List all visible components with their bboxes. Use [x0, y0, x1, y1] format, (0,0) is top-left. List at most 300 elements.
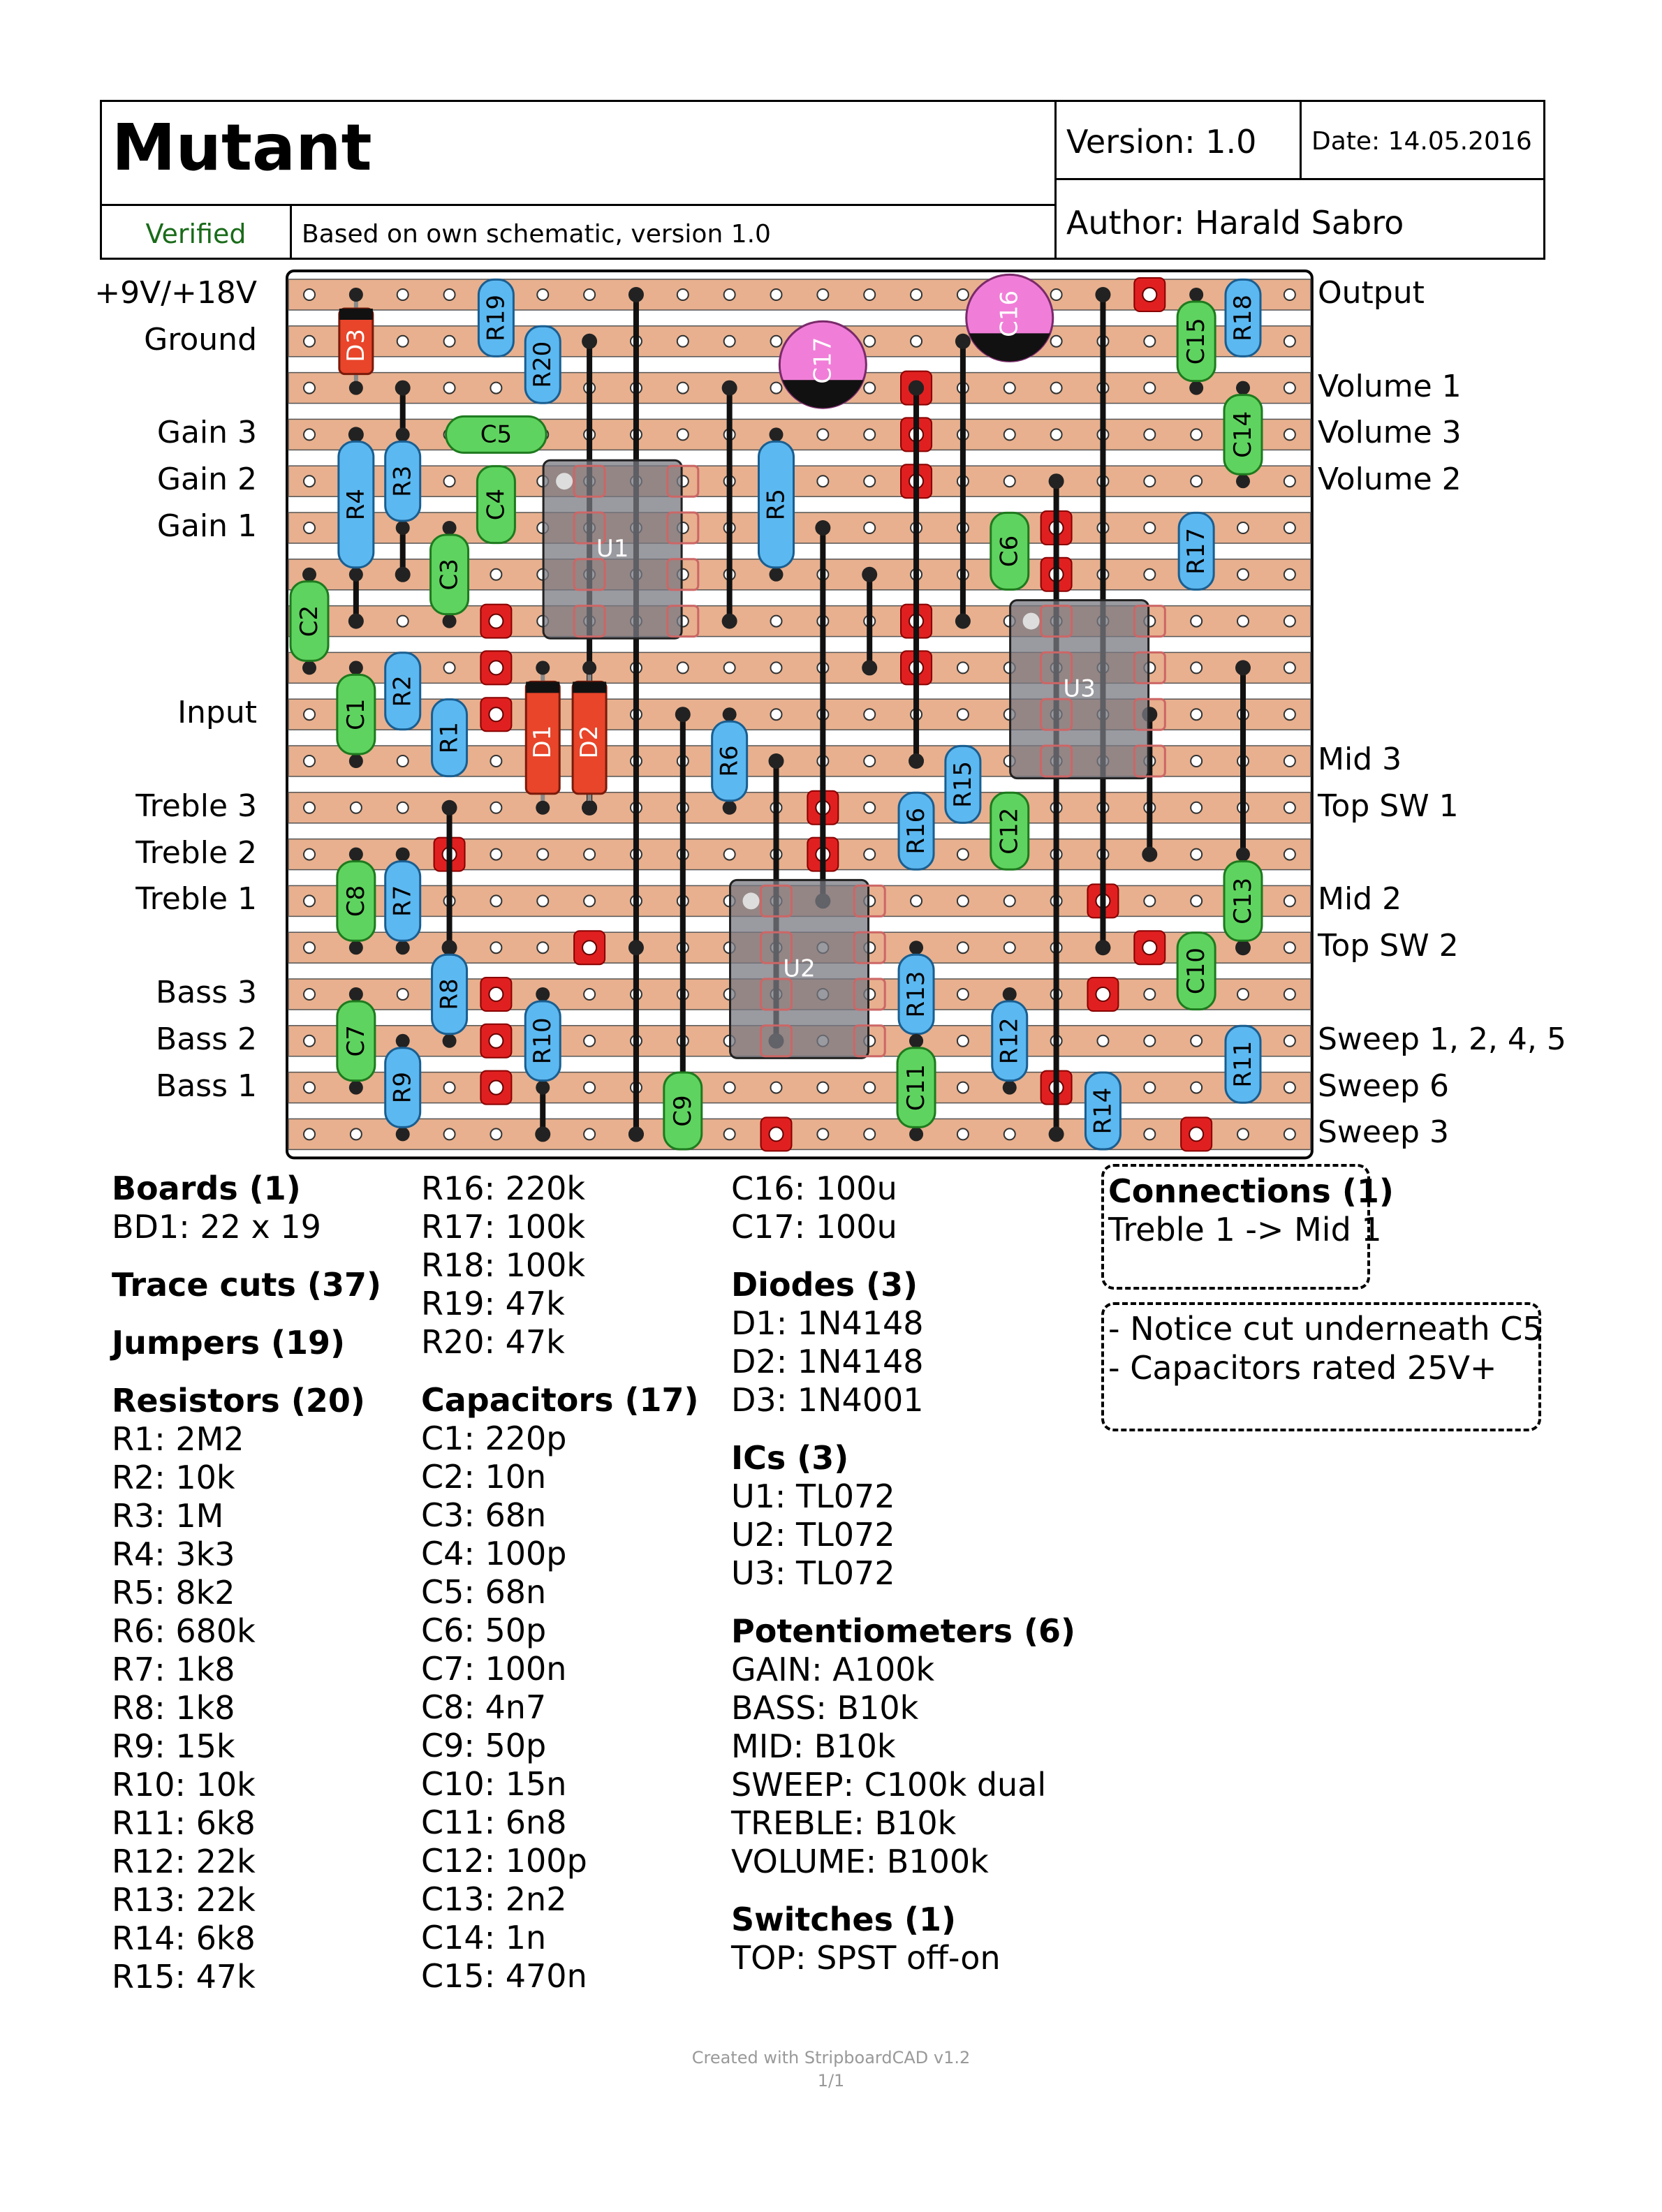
- component-label-d3: D3: [341, 328, 370, 362]
- hole: [1144, 429, 1155, 440]
- list-item: C17: 100u: [731, 1208, 897, 1246]
- component-label-r9: R9: [388, 1071, 417, 1104]
- hole: [584, 1082, 595, 1093]
- hole: [1284, 475, 1295, 487]
- hole: [1191, 475, 1202, 487]
- jumper-end: [628, 287, 644, 302]
- hole: [490, 895, 501, 906]
- list-item: R6: 680k: [112, 1612, 256, 1650]
- list-item: C1: 220p: [421, 1420, 567, 1457]
- lead-solder: [770, 427, 784, 441]
- hole: [1144, 1035, 1155, 1047]
- hole: [537, 849, 548, 860]
- hole: [1284, 662, 1295, 673]
- hole: [771, 709, 782, 720]
- hole: [1237, 989, 1249, 1000]
- page-title: Mutant: [112, 110, 372, 185]
- ic-pin1-marker: [556, 473, 573, 489]
- hole: [304, 383, 315, 394]
- hole: [1004, 475, 1015, 487]
- lead-solder: [396, 1034, 410, 1048]
- lead-solder: [1003, 987, 1017, 1001]
- component-label-r16: R16: [902, 807, 931, 855]
- footer-page: 1/1: [817, 2071, 845, 2091]
- hole: [1284, 1082, 1295, 1093]
- hole: [584, 1035, 595, 1047]
- list-gap: [112, 1304, 381, 1324]
- connections-box: [1101, 1164, 1394, 1290]
- component-label-r11: R11: [1229, 1040, 1257, 1088]
- lead-solder: [582, 661, 596, 674]
- note-item: - Capacitors rated 25V+: [1108, 1349, 1497, 1387]
- status-text: Verified: [145, 219, 247, 249]
- author-text: Author: Harald Sabro: [1066, 204, 1404, 242]
- jumper-end: [1049, 1126, 1064, 1142]
- hole: [490, 383, 501, 394]
- jumper-end: [862, 567, 877, 582]
- ic-label: U1: [596, 535, 629, 563]
- connections-title: Connections (1): [1108, 1172, 1394, 1210]
- trace-cut-hole: [489, 1034, 503, 1048]
- diode-band: [526, 681, 559, 693]
- component-label-r17: R17: [1182, 527, 1211, 575]
- diode-band: [339, 309, 373, 320]
- lead-solder: [1236, 848, 1250, 862]
- list-item: SWEEP: C100k dual: [731, 1766, 1047, 1804]
- hole: [771, 662, 782, 673]
- lead-solder: [909, 1127, 923, 1141]
- list-item: D1: 1N4148: [731, 1304, 924, 1342]
- hole: [1284, 1035, 1295, 1047]
- hole: [677, 383, 689, 394]
- hole: [584, 849, 595, 860]
- hole: [304, 1082, 315, 1093]
- hole: [584, 989, 595, 1000]
- hole: [1097, 1035, 1108, 1047]
- trace-cut-hole: [489, 661, 503, 674]
- hole: [864, 709, 875, 720]
- component-label-d1: D1: [529, 725, 557, 759]
- hole: [957, 1128, 969, 1140]
- lead-solder: [1189, 381, 1203, 395]
- component-label-r1: R1: [435, 721, 464, 754]
- board-label-left: +9V/+18V: [94, 275, 257, 311]
- hole: [1004, 942, 1015, 953]
- component-label-r4: R4: [341, 488, 370, 521]
- component-label-c10: C10: [1182, 948, 1211, 995]
- hole: [1144, 1082, 1155, 1093]
- hole: [677, 289, 689, 300]
- jumper-end: [909, 381, 924, 396]
- hole: [304, 1128, 315, 1140]
- lead-solder: [536, 801, 550, 815]
- hole: [1144, 895, 1155, 906]
- hole: [304, 895, 315, 906]
- hole: [490, 942, 501, 953]
- component-label-c11: C11: [902, 1064, 931, 1112]
- list-item: BASS: B10k: [731, 1689, 919, 1727]
- list-item: C9: 50p: [421, 1727, 547, 1764]
- hole: [1144, 569, 1155, 580]
- trace-cut-hole: [1189, 1127, 1203, 1141]
- hole: [1237, 522, 1249, 533]
- trace-cut-hole: [489, 1081, 503, 1095]
- component-label-r10: R10: [529, 1017, 557, 1065]
- lead-solder: [536, 1081, 550, 1095]
- hole: [490, 802, 501, 813]
- list-item: R20: 47k: [421, 1323, 565, 1361]
- hole: [957, 709, 969, 720]
- list-item: D3: 1N4001: [731, 1381, 924, 1419]
- list-item: C12: 100p: [421, 1842, 587, 1880]
- hole: [677, 336, 689, 347]
- hole: [584, 289, 595, 300]
- hole: [677, 662, 689, 673]
- hole: [1284, 569, 1295, 580]
- jumper-end: [1095, 287, 1110, 302]
- component-label-c3: C3: [435, 559, 464, 591]
- component-label-c15: C15: [1182, 318, 1211, 365]
- ic-pin1-marker: [1023, 613, 1040, 630]
- lead-solder: [349, 941, 363, 954]
- footer-created: Created with StripboardCAD v1.2: [691, 2048, 971, 2067]
- lead-solder: [536, 661, 550, 674]
- hole: [724, 1082, 735, 1093]
- lead-solder: [1236, 381, 1250, 395]
- hole: [1004, 1128, 1015, 1140]
- board-label-right: Mid 2: [1318, 881, 1402, 917]
- component-label-r3: R3: [388, 465, 417, 497]
- hole: [537, 895, 548, 906]
- list-gap: [112, 1362, 381, 1382]
- hole: [304, 336, 315, 347]
- hole: [1237, 1128, 1249, 1140]
- hole: [444, 1128, 455, 1140]
- board-label-left: Gain 2: [156, 462, 257, 498]
- lead-solder: [443, 1034, 457, 1048]
- hole: [490, 1128, 501, 1140]
- hole: [444, 662, 455, 673]
- hole: [911, 289, 922, 300]
- lead-solder: [349, 381, 363, 395]
- component-label-c9: C9: [668, 1095, 697, 1127]
- hole: [1191, 849, 1202, 860]
- hole: [957, 895, 969, 906]
- hole: [1191, 662, 1202, 673]
- board-label-right: Top SW 2: [1318, 928, 1459, 964]
- hole: [771, 616, 782, 627]
- hole: [864, 289, 875, 300]
- lead-solder: [396, 941, 410, 954]
- hole: [864, 755, 875, 767]
- jumper-end: [955, 334, 971, 349]
- lead-solder: [443, 521, 457, 535]
- hole: [957, 849, 969, 860]
- list-item: R9: 15k: [112, 1727, 235, 1765]
- hole: [1284, 755, 1295, 767]
- list-item: R7: 1k8: [112, 1651, 235, 1688]
- hole: [1284, 522, 1295, 533]
- hole: [864, 849, 875, 860]
- lead-solder: [1003, 1081, 1017, 1095]
- component-label-c14: C14: [1229, 411, 1257, 458]
- board-label-left: Bass 1: [156, 1068, 257, 1104]
- hole: [1051, 336, 1062, 347]
- hole: [1144, 383, 1155, 394]
- list-item: U2: TL072: [731, 1516, 895, 1554]
- list-item: U3: TL072: [731, 1554, 895, 1592]
- hole: [677, 429, 689, 440]
- hole: [397, 989, 409, 1000]
- lead-solder: [396, 848, 410, 862]
- hole: [771, 1082, 782, 1093]
- hole: [444, 336, 455, 347]
- list-item: R15: 47k: [112, 1958, 256, 1996]
- component-label-r8: R8: [435, 978, 464, 1010]
- component-label-c2: C2: [295, 605, 323, 637]
- component-label-r13: R13: [902, 971, 931, 1018]
- list-heading: Jumpers (19): [112, 1324, 346, 1362]
- list-item: R4: 3k3: [112, 1535, 235, 1573]
- hole: [304, 709, 315, 720]
- list-item: C14: 1n: [421, 1919, 547, 1956]
- hole: [771, 336, 782, 347]
- board-label-right: Volume 3: [1318, 415, 1462, 451]
- list-heading: Resistors (20): [112, 1382, 365, 1420]
- list-item: C11: 6n8: [421, 1804, 567, 1841]
- lead-solder: [349, 568, 363, 582]
- copper-strip: [288, 652, 1311, 683]
- hole: [1191, 709, 1202, 720]
- lead-solder: [1236, 941, 1250, 954]
- board-label-left: Gain 1: [156, 508, 257, 544]
- list-item: C3: 68n: [421, 1496, 547, 1534]
- trace-cut-hole: [489, 987, 503, 1001]
- hole: [1284, 802, 1295, 813]
- jumper-end: [1235, 660, 1251, 675]
- board-label-left: Input: [177, 695, 257, 731]
- hole: [864, 336, 875, 347]
- hole: [1191, 1035, 1202, 1047]
- component-label-r5: R5: [762, 488, 790, 521]
- description-text: Based on own schematic, version 1.0: [302, 220, 771, 249]
- board-label-right: Output: [1318, 275, 1425, 311]
- hole: [1144, 522, 1155, 533]
- hole: [397, 802, 409, 813]
- hole: [397, 289, 409, 300]
- list-item: C5: 68n: [421, 1573, 547, 1611]
- trace-cut-hole: [489, 707, 503, 721]
- list-item: R13: 22k: [112, 1881, 256, 1919]
- jumper-end: [1142, 847, 1157, 862]
- list-heading: Diodes (3): [731, 1266, 918, 1304]
- trace-cut-hole: [582, 941, 596, 954]
- list-gap: [731, 1246, 1075, 1266]
- component-label-c16: C16: [995, 290, 1024, 337]
- hole: [304, 755, 315, 767]
- hole: [490, 849, 501, 860]
- jumper-end: [722, 614, 737, 629]
- hole: [724, 1128, 735, 1140]
- list-item: R17: 100k: [421, 1208, 586, 1246]
- hole: [444, 1082, 455, 1093]
- list-item: BD1: 22 x 19: [112, 1208, 321, 1246]
- hole: [351, 1128, 362, 1140]
- hole: [397, 616, 409, 627]
- hole: [817, 1128, 828, 1140]
- hole: [771, 383, 782, 394]
- copper-strip: [288, 1119, 1311, 1149]
- jumper-end: [628, 940, 644, 955]
- hole: [724, 662, 735, 673]
- lead-solder: [723, 707, 737, 721]
- list-gap: [731, 1881, 1075, 1901]
- hole: [1191, 802, 1202, 813]
- hole: [490, 755, 501, 767]
- hole: [1284, 429, 1295, 440]
- list-gap: [731, 1420, 1075, 1439]
- hole: [304, 989, 315, 1000]
- component-label-r19: R19: [482, 294, 510, 341]
- ic-label: U3: [1063, 674, 1096, 703]
- hole: [584, 1128, 595, 1140]
- lead-solder: [302, 661, 316, 674]
- hole: [304, 522, 315, 533]
- hole: [1191, 616, 1202, 627]
- lead-solder: [443, 941, 457, 954]
- board-label-left: Bass 3: [156, 975, 257, 1010]
- lead-solder: [349, 1081, 363, 1095]
- list-item: C6: 50p: [421, 1612, 547, 1649]
- hole: [304, 289, 315, 300]
- component-label-r6: R6: [715, 745, 744, 777]
- component-label-c17: C17: [809, 337, 837, 384]
- hole: [864, 383, 875, 394]
- list-gap: [421, 1362, 699, 1381]
- hole: [1237, 616, 1249, 627]
- hole: [957, 989, 969, 1000]
- jumper-end: [628, 1126, 644, 1142]
- hole: [1144, 989, 1155, 1000]
- hole: [724, 849, 735, 860]
- hole: [537, 289, 548, 300]
- lead-solder: [723, 801, 737, 815]
- jumper-end: [442, 800, 457, 816]
- lead-solder: [582, 801, 596, 815]
- hole: [351, 802, 362, 813]
- hole: [771, 289, 782, 300]
- list-gap: [731, 1593, 1075, 1612]
- list-item: C15: 470n: [421, 1957, 587, 1995]
- lead-solder: [349, 848, 363, 862]
- jumper-end: [1095, 940, 1110, 955]
- hole: [537, 942, 548, 953]
- hole: [1144, 336, 1155, 347]
- hole: [864, 429, 875, 440]
- component-label-c7: C7: [341, 1025, 370, 1057]
- board-label-left: Bass 2: [156, 1021, 257, 1057]
- list-item: TOP: SPST off-on: [731, 1939, 1001, 1977]
- jumper-end: [395, 381, 411, 396]
- component-label-c13: C13: [1229, 877, 1257, 924]
- hole: [957, 942, 969, 953]
- component-label-c1: C1: [341, 698, 370, 730]
- component-label-r7: R7: [388, 885, 417, 917]
- list-item: VOLUME: B100k: [731, 1843, 989, 1880]
- parts-list-col3: [731, 1170, 1075, 1977]
- hole: [1051, 289, 1062, 300]
- hole: [584, 895, 595, 906]
- list-item: C7: 100n: [421, 1650, 567, 1688]
- trace-cut-hole: [1142, 941, 1156, 954]
- hole: [397, 336, 409, 347]
- trace-cut-hole: [770, 1127, 784, 1141]
- hole: [444, 475, 455, 487]
- component-label-c4: C4: [482, 488, 510, 521]
- jumper-end: [395, 567, 411, 582]
- list-item: R14: 6k8: [112, 1919, 256, 1957]
- lead-solder: [1189, 288, 1203, 302]
- hole: [957, 1035, 969, 1047]
- list-item: R11: 6k8: [112, 1804, 256, 1842]
- jumper-end: [348, 614, 364, 629]
- hole: [397, 755, 409, 767]
- board-label-right: Sweep 6: [1318, 1068, 1449, 1104]
- list-item: R19: 47k: [421, 1285, 565, 1322]
- hole: [444, 383, 455, 394]
- jumper-end: [582, 334, 597, 349]
- copper-strip: [288, 1072, 1311, 1103]
- jumper-end: [815, 520, 830, 536]
- component-label-d2: D2: [575, 725, 604, 759]
- hole: [1284, 1128, 1295, 1140]
- hole: [1004, 383, 1015, 394]
- hole: [957, 1082, 969, 1093]
- lead-solder: [396, 427, 410, 441]
- lead-solder: [349, 754, 363, 768]
- list-item: R10: 10k: [112, 1766, 256, 1804]
- component-label-c8: C8: [341, 885, 370, 917]
- trace-cut-hole: [489, 614, 503, 628]
- hole: [724, 289, 735, 300]
- component-label-r20: R20: [529, 341, 557, 388]
- hole: [817, 475, 828, 487]
- lead-solder: [349, 427, 363, 441]
- board-label-right: Top SW 1: [1318, 788, 1459, 824]
- board-label-left: Treble 2: [135, 834, 257, 871]
- parts-list-col1: [112, 1170, 381, 1996]
- hole: [1284, 895, 1295, 906]
- copper-strip: [288, 419, 1311, 450]
- list-item: C16: 100u: [731, 1170, 897, 1207]
- hole: [1284, 383, 1295, 394]
- component-label-r2: R2: [388, 675, 417, 707]
- ic-label: U2: [783, 954, 816, 983]
- lead-solder: [396, 1127, 410, 1141]
- lead-solder: [302, 568, 316, 582]
- hole: [1284, 942, 1295, 953]
- jumper-end: [675, 707, 691, 722]
- lead-solder: [770, 568, 784, 582]
- list-item: C2: 10n: [421, 1458, 547, 1496]
- hole: [864, 1128, 875, 1140]
- hole: [864, 475, 875, 487]
- jumper-end: [955, 614, 971, 629]
- list-item: GAIN: A100k: [731, 1651, 935, 1688]
- list-heading: Trace cuts (37): [112, 1266, 381, 1304]
- date-text: Date: 14.05.2016: [1311, 127, 1532, 156]
- component-label-c6: C6: [995, 535, 1024, 568]
